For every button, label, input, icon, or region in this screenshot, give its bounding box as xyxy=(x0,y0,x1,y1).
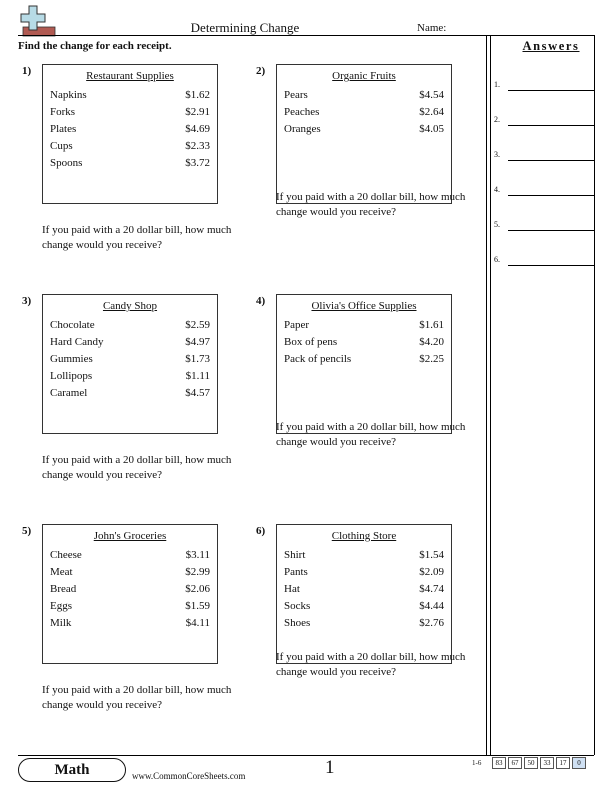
receipt-item xyxy=(50,616,210,633)
receipt-item xyxy=(284,122,444,139)
receipt-item xyxy=(50,352,210,369)
item-name: Hat xyxy=(284,583,300,595)
receipt-items xyxy=(284,548,444,633)
receipt-items xyxy=(284,318,444,369)
item-name: Chocolate xyxy=(50,319,95,331)
answer-divider-left xyxy=(486,35,487,755)
score-cell: 50 xyxy=(524,757,538,769)
receipt-item xyxy=(50,139,210,156)
item-price: $2.09 xyxy=(419,566,444,578)
problem-number: 1) xyxy=(22,65,32,77)
item-name: Cups xyxy=(50,140,73,152)
receipt-item xyxy=(284,582,444,599)
receipt-item xyxy=(284,88,444,105)
change-question: If you paid with a 20 dollar bill, how much change would you receive? xyxy=(42,224,232,251)
store-name: Restaurant Supplies xyxy=(86,70,174,82)
receipt-item xyxy=(50,156,210,173)
answer-blank-4[interactable] xyxy=(508,195,594,196)
receipt-item xyxy=(284,352,444,369)
score-range-label: 1-6 xyxy=(472,759,482,767)
problem-number: 2) xyxy=(256,65,266,77)
item-name: Napkins xyxy=(50,89,87,101)
item-price: $2.99 xyxy=(185,566,210,578)
answer-label-4: 4. xyxy=(494,185,500,194)
item-name: Caramel xyxy=(50,387,88,399)
receipt-item xyxy=(50,599,210,616)
receipt-item xyxy=(284,599,444,616)
item-name: Plates xyxy=(50,123,77,135)
receipt-item xyxy=(50,105,210,122)
change-question: If you paid with a 20 dollar bill, how much change would you receive? xyxy=(276,191,466,218)
item-name: Meat xyxy=(50,566,73,578)
item-name: Oranges xyxy=(284,123,321,135)
receipt-items xyxy=(50,88,210,173)
item-name: Peaches xyxy=(284,106,320,118)
name-label: Name: xyxy=(417,22,447,34)
receipt-item xyxy=(50,582,210,599)
item-price: $1.62 xyxy=(185,89,210,101)
item-name: Paper xyxy=(284,319,310,331)
receipt-box xyxy=(42,524,218,664)
receipt-box xyxy=(276,64,452,204)
receipt-box xyxy=(276,524,452,664)
store-name: John's Groceries xyxy=(93,530,167,542)
answer-divider-right xyxy=(490,35,491,755)
change-question: If you paid with a 20 dollar bill, how much change would you receive? xyxy=(42,684,232,711)
item-name: Hard Candy xyxy=(50,336,104,348)
receipt-item xyxy=(50,565,210,582)
receipt-item xyxy=(50,122,210,139)
problem-number: 3) xyxy=(22,295,32,307)
item-name: Pears xyxy=(284,89,308,101)
item-price: $4.20 xyxy=(419,336,444,348)
store-name: Clothing Store xyxy=(331,530,397,542)
receipt-item xyxy=(284,335,444,352)
item-name: Spoons xyxy=(50,157,83,169)
item-name: Forks xyxy=(50,106,76,118)
answer-label-1: 1. xyxy=(494,80,500,89)
instruction-text: Find the change for each receipt. xyxy=(18,40,172,52)
item-price: $2.64 xyxy=(419,106,444,118)
header-rule xyxy=(18,35,594,36)
answer-label-2: 2. xyxy=(494,115,500,124)
receipt-item xyxy=(50,548,210,565)
page-border-right xyxy=(594,35,595,755)
problem-number: 6) xyxy=(256,525,266,537)
item-name: Shoes xyxy=(284,617,311,629)
receipt-item xyxy=(284,565,444,582)
receipt-item xyxy=(50,335,210,352)
item-price: $2.91 xyxy=(185,106,210,118)
receipt-items xyxy=(50,318,210,403)
item-price: $4.57 xyxy=(185,387,210,399)
receipt-item xyxy=(284,318,444,335)
problem-number: 4) xyxy=(256,295,266,307)
answer-label-5: 5. xyxy=(494,220,500,229)
item-price: $4.74 xyxy=(419,583,444,595)
item-price: $2.59 xyxy=(185,319,210,331)
item-price: $1.54 xyxy=(419,549,444,561)
answer-blank-5[interactable] xyxy=(508,230,594,231)
math-badge: Math xyxy=(18,758,126,782)
receipt-box xyxy=(276,294,452,434)
change-question: If you paid with a 20 dollar bill, how much change would you receive? xyxy=(276,421,466,448)
item-price: $3.72 xyxy=(185,157,210,169)
answer-label-3: 3. xyxy=(494,150,500,159)
score-cell: 0 xyxy=(572,757,586,769)
item-name: Cheese xyxy=(50,549,82,561)
item-name: Pack of pencils xyxy=(284,353,352,365)
change-question: If you paid with a 20 dollar bill, how much change would you receive? xyxy=(276,651,466,678)
item-name: Socks xyxy=(284,600,311,612)
change-question: If you paid with a 20 dollar bill, how much change would you receive? xyxy=(42,454,232,481)
receipt-item xyxy=(50,369,210,386)
item-name: Pants xyxy=(284,566,308,578)
item-price: $4.97 xyxy=(185,336,210,348)
item-price: $4.11 xyxy=(185,617,210,629)
score-cell: 67 xyxy=(508,757,522,769)
receipt-item xyxy=(50,88,210,105)
answer-blank-2[interactable] xyxy=(508,125,594,126)
answers-heading: Answers xyxy=(522,39,580,53)
item-price: $4.54 xyxy=(419,89,444,101)
receipt-item xyxy=(284,616,444,633)
answer-blank-1[interactable] xyxy=(508,90,594,91)
score-cell: 17 xyxy=(556,757,570,769)
store-name: Organic Fruits xyxy=(332,70,396,82)
item-price: $1.61 xyxy=(419,319,444,331)
item-name: Eggs xyxy=(50,600,72,612)
receipt-item xyxy=(50,318,210,335)
receipt-item xyxy=(284,548,444,565)
item-price: $2.76 xyxy=(419,617,444,629)
item-price: $2.25 xyxy=(419,353,444,365)
item-name: Milk xyxy=(50,617,72,629)
page-number: 1 xyxy=(325,757,335,778)
store-name: Olivia's Office Supplies xyxy=(311,300,417,312)
item-price: $2.06 xyxy=(185,583,210,595)
receipt-item xyxy=(284,105,444,122)
answer-label-6: 6. xyxy=(494,255,500,264)
receipt-box xyxy=(42,294,218,434)
item-price: $1.11 xyxy=(185,370,210,382)
item-price: $4.05 xyxy=(419,123,444,135)
item-name: Shirt xyxy=(284,549,306,561)
answer-blank-6[interactable] xyxy=(508,265,594,266)
item-price: $4.69 xyxy=(185,123,210,135)
receipt-box xyxy=(42,64,218,204)
worksheet-title: Determining Change xyxy=(190,20,300,35)
item-name: Gummies xyxy=(50,353,93,365)
store-name: Candy Shop xyxy=(102,300,158,312)
footer-rule xyxy=(18,755,594,756)
receipt-items xyxy=(50,548,210,633)
item-price: $2.33 xyxy=(185,140,210,152)
problem-number: 5) xyxy=(22,525,32,537)
receipt-items xyxy=(284,88,444,139)
item-price: $1.59 xyxy=(185,600,210,612)
footer-url: www.CommonCoreSheets.com xyxy=(132,771,246,781)
item-price: $4.44 xyxy=(419,600,444,612)
answer-blank-3[interactable] xyxy=(508,160,594,161)
item-name: Lollipops xyxy=(50,370,93,382)
item-price: $1.73 xyxy=(185,353,210,365)
item-price: $3.11 xyxy=(185,549,210,561)
score-cell: 33 xyxy=(540,757,554,769)
item-name: Bread xyxy=(50,583,77,595)
item-name: Box of pens xyxy=(284,336,338,348)
score-cell: 83 xyxy=(492,757,506,769)
receipt-item xyxy=(50,386,210,403)
